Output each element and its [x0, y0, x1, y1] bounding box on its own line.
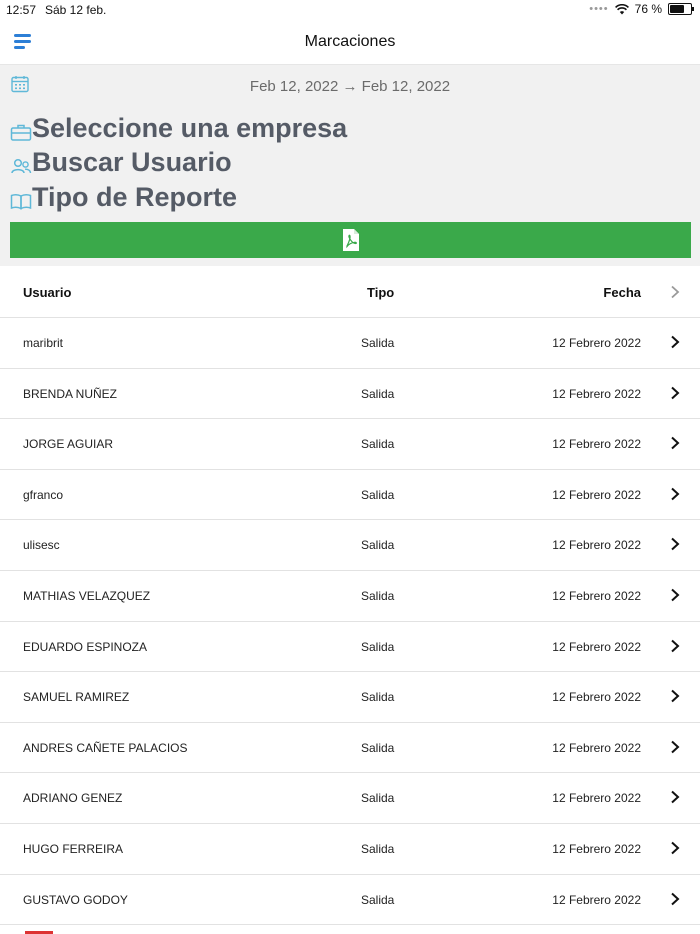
cell-tipo: Salida — [361, 841, 395, 856]
user-search-label: Buscar Usuario — [32, 147, 232, 177]
cell-fecha: 12 Febrero 2022 — [552, 588, 641, 603]
cell-usuario: ADRIANO GENEZ — [23, 791, 123, 806]
cell-tipo: Salida — [361, 740, 395, 755]
cell-tipo: Salida — [361, 538, 395, 553]
table-row[interactable] — [0, 824, 700, 875]
cell-usuario: GUSTAVO GODOY — [23, 892, 128, 907]
table-row[interactable] — [0, 419, 700, 470]
chevron-right-icon[interactable] — [670, 537, 680, 551]
cell-tipo: Salida — [361, 588, 395, 603]
chevron-right-icon[interactable] — [670, 740, 680, 754]
cell-fecha: 12 Febrero 2022 — [552, 386, 641, 401]
chevron-right-icon[interactable] — [670, 892, 680, 906]
column-header-tipo[interactable]: Tipo — [367, 285, 395, 300]
cell-fecha: 12 Febrero 2022 — [552, 538, 641, 553]
cell-tipo: Salida — [361, 690, 395, 705]
cell-fecha: 12 Febrero 2022 — [552, 487, 641, 502]
records-table — [0, 267, 700, 925]
status-bar — [0, 0, 700, 20]
users-icon — [10, 156, 32, 176]
partial-next-row — [0, 917, 700, 934]
chevron-right-icon[interactable] — [670, 790, 680, 804]
cell-usuario: ANDRES CAÑETE PALACIOS — [23, 740, 188, 755]
multitasking-dots-icon: •••• — [589, 3, 609, 15]
page-title: Marcaciones — [304, 33, 396, 50]
pdf-icon — [341, 228, 361, 252]
filter-panel — [0, 65, 700, 266]
chevron-right-icon[interactable] — [670, 639, 680, 653]
date-range-selector[interactable] — [0, 65, 700, 107]
table-row[interactable] — [0, 369, 700, 420]
cell-tipo: Salida — [361, 892, 395, 907]
cell-fecha: 12 Febrero 2022 — [552, 740, 641, 755]
chevron-right-icon[interactable] — [670, 588, 680, 602]
chevron-right-icon[interactable] — [670, 841, 680, 855]
table-row[interactable] — [0, 723, 700, 774]
briefcase-icon — [10, 122, 32, 142]
cell-fecha: 12 Febrero 2022 — [552, 892, 641, 907]
cell-tipo: Salida — [361, 487, 395, 502]
cell-fecha: 12 Febrero 2022 — [552, 690, 641, 705]
cell-tipo: Salida — [361, 639, 395, 654]
report-type-label: Tipo de Reporte — [32, 182, 238, 212]
table-row[interactable] — [0, 672, 700, 723]
cell-usuario: gfranco — [23, 487, 64, 502]
company-selector[interactable] — [10, 109, 347, 143]
cell-tipo: Salida — [361, 336, 395, 350]
table-row[interactable] — [0, 470, 700, 521]
cell-usuario: EDUARDO ESPINOZA — [23, 639, 148, 654]
chevron-right-icon[interactable] — [670, 436, 680, 450]
chevron-right-icon[interactable] — [670, 386, 680, 400]
table-row[interactable] — [0, 571, 700, 622]
cell-usuario: SAMUEL RAMIREZ — [23, 690, 130, 705]
cell-usuario: JORGE AGUIAR — [23, 437, 114, 452]
cell-usuario: MATHIAS VELAZQUEZ — [23, 588, 151, 603]
cell-tipo: Salida — [361, 437, 395, 452]
cell-fecha: 12 Febrero 2022 — [552, 791, 641, 806]
cell-usuario: ulisesc — [23, 538, 60, 553]
table-row[interactable] — [0, 520, 700, 571]
export-pdf-button[interactable] — [10, 222, 691, 258]
navigation-bar — [0, 20, 700, 65]
date-range-text: Feb 12, 2022 → Feb 12, 2022 — [249, 78, 451, 95]
cell-tipo: Salida — [361, 386, 395, 401]
cell-fecha: 12 Febrero 2022 — [552, 639, 641, 654]
chevron-right-icon[interactable] — [670, 689, 680, 703]
report-type-selector[interactable] — [10, 178, 237, 212]
wifi-icon — [615, 4, 629, 15]
table-row[interactable] — [0, 318, 700, 369]
battery-icon — [668, 3, 692, 15]
table-row[interactable] — [0, 622, 700, 673]
cell-usuario: maribrit — [23, 336, 64, 350]
status-time: 12:57 — [6, 3, 37, 17]
chevron-right-icon — [670, 285, 680, 299]
cell-usuario: BRENDA NUÑEZ — [23, 386, 118, 401]
column-header-fecha[interactable]: Fecha — [603, 285, 641, 300]
cell-fecha: 12 Febrero 2022 — [552, 437, 641, 452]
user-search[interactable] — [10, 143, 232, 177]
status-right-group — [589, 2, 692, 16]
column-header-usuario[interactable]: Usuario — [23, 285, 72, 300]
cell-fecha: 12 Febrero 2022 — [552, 336, 641, 350]
table-row[interactable] — [0, 773, 700, 824]
cell-fecha: 12 Febrero 2022 — [552, 841, 641, 856]
battery-percent: 76 % — [634, 2, 662, 16]
company-selector-label: Seleccione una empresa — [32, 113, 348, 143]
table-header — [0, 267, 700, 318]
cell-usuario: HUGO FERREIRA — [23, 841, 124, 856]
open-book-icon — [10, 191, 32, 211]
chevron-right-icon[interactable] — [670, 335, 680, 349]
status-date: Sáb 12 feb. — [45, 3, 107, 17]
cell-tipo: Salida — [361, 791, 395, 806]
chevron-right-icon[interactable] — [670, 487, 680, 501]
